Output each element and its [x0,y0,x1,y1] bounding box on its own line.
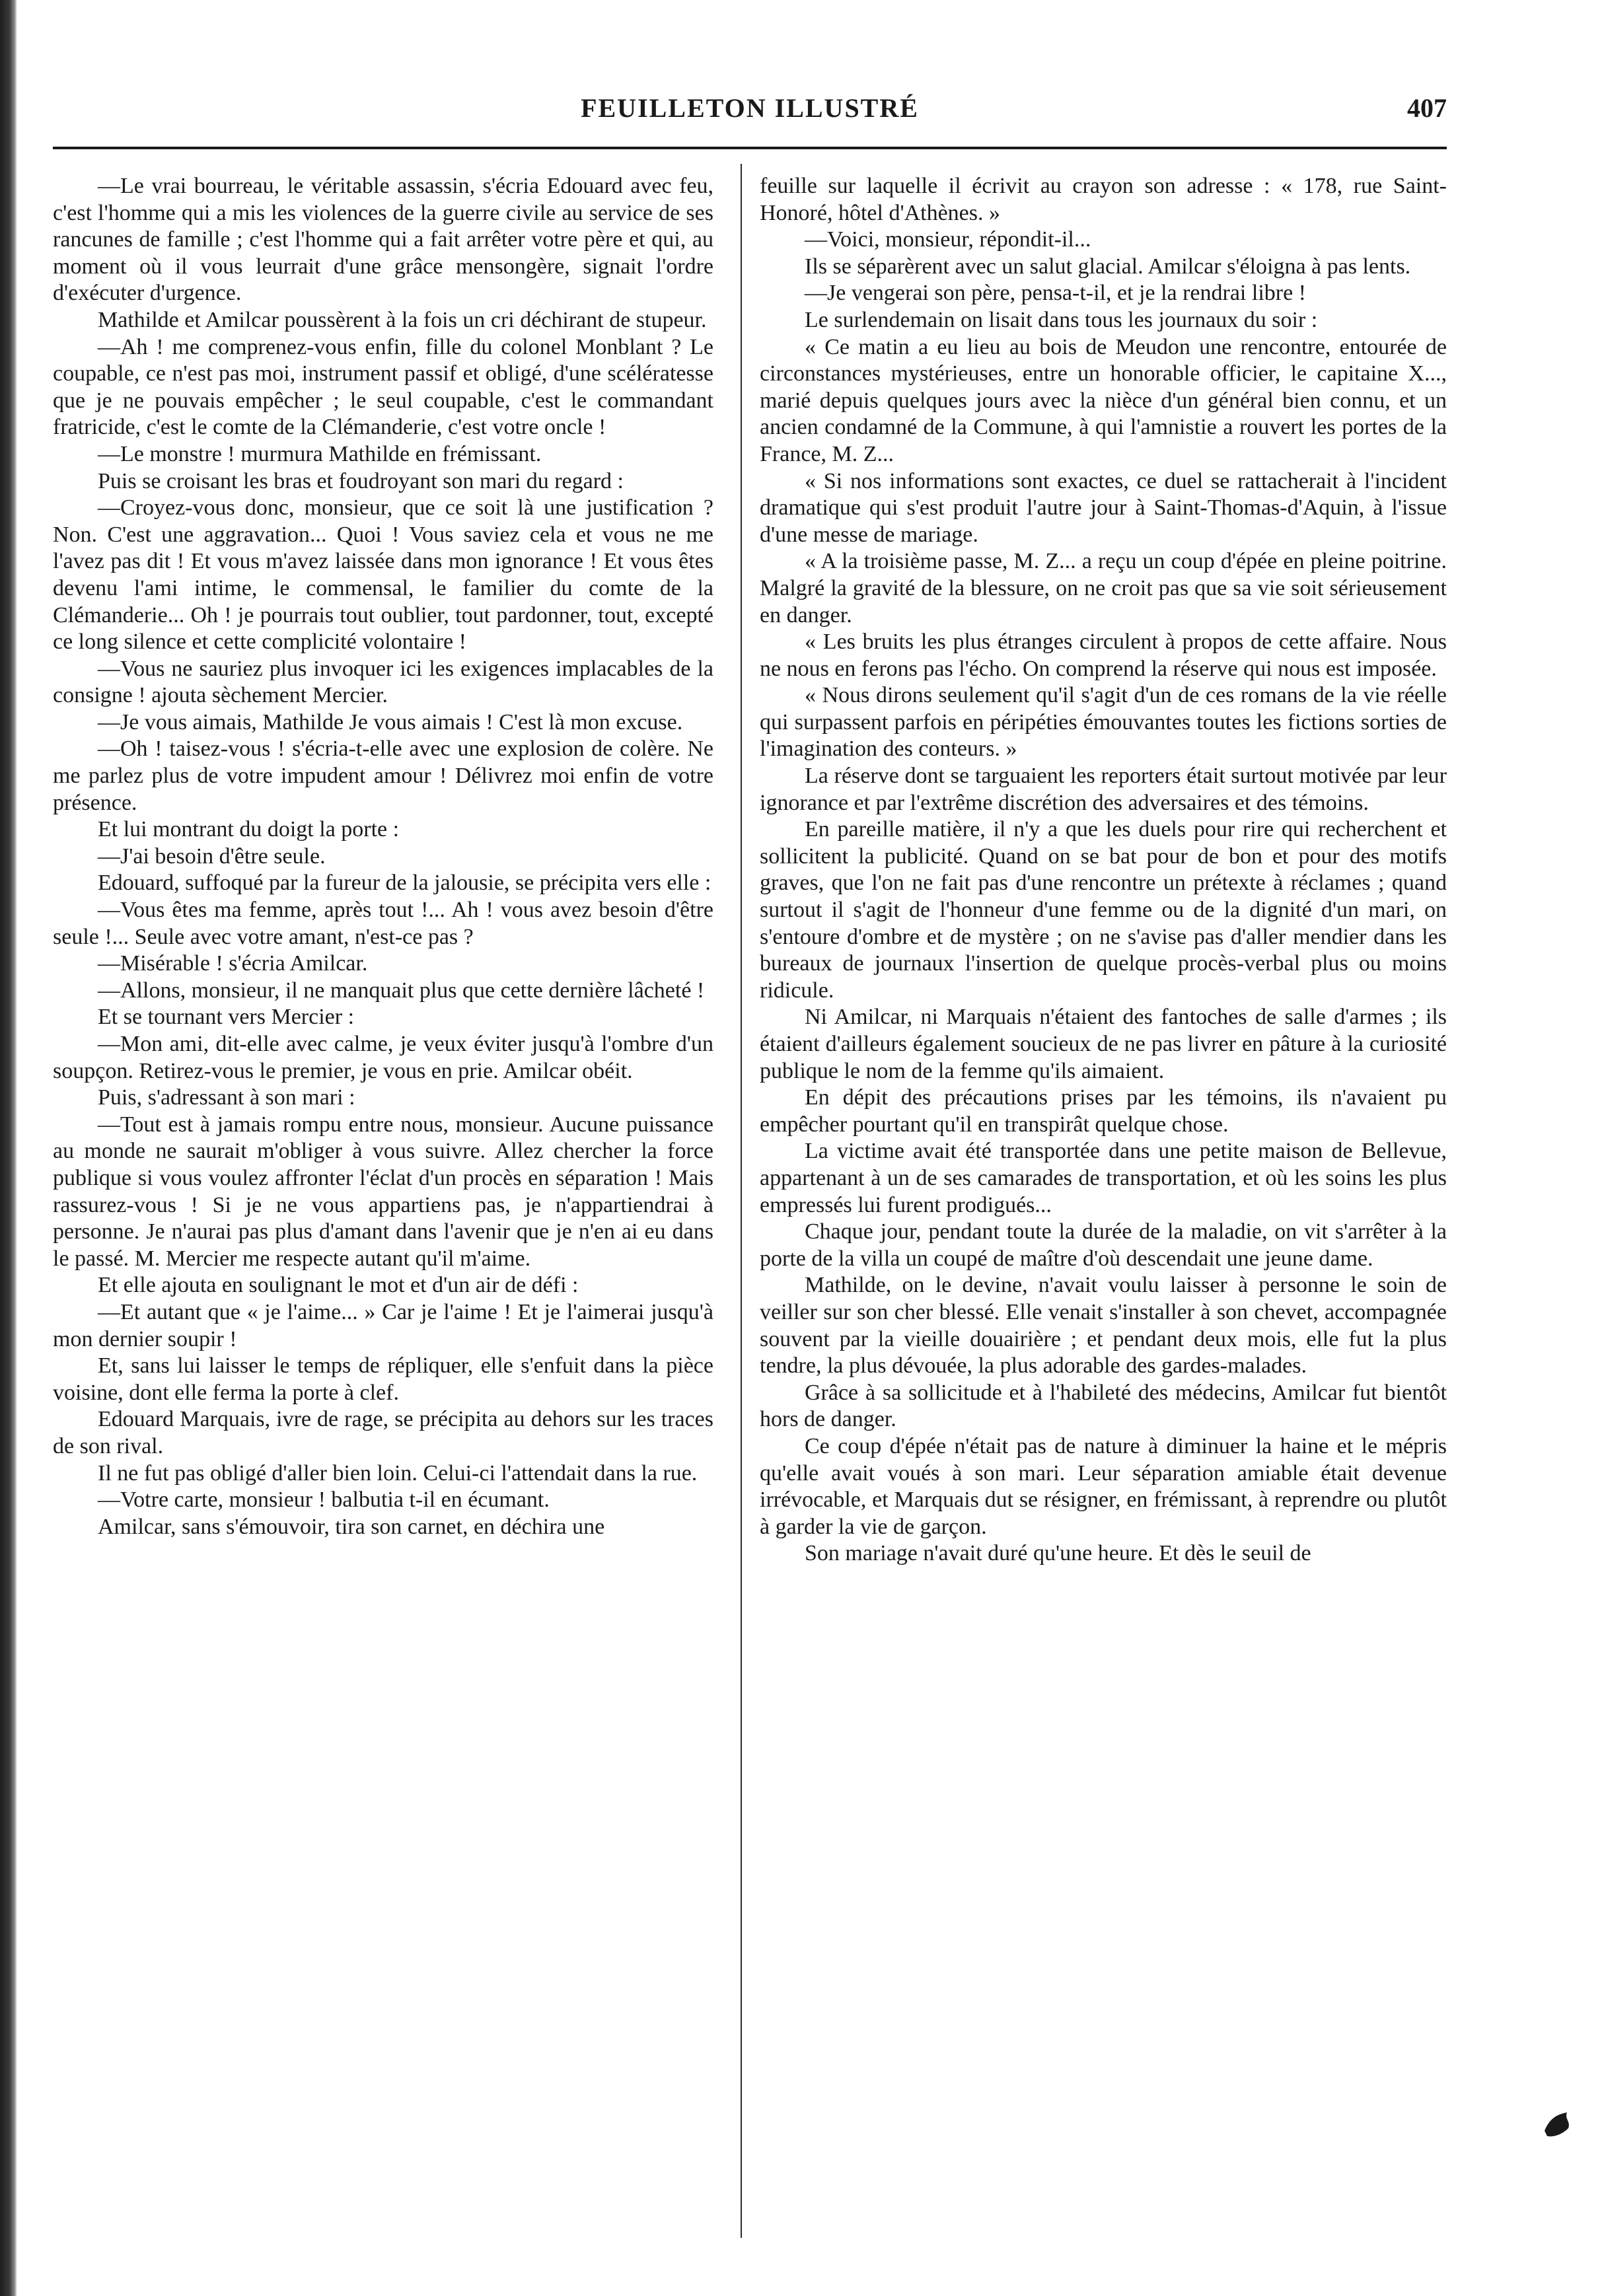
paragraph: —Et autant que « je l'aime... » Car je l'aime ! Et je l'aimerai jusqu'à mon dernier soupir ! [53,1299,713,1351]
paragraph: Et, sans lui laisser le temps de répliquer, elle s'enfuit dans la pièce voisine, dont elle ferma la porte à clef. [53,1353,713,1405]
paragraph: « Nous dirons seulement qu'il s'agit d'un de ces romans de la vie réelle qui surpassent parfois en péripéties émouvantes toutes les fictions sorties de l'imagination des conteurs. » [760,683,1447,762]
paragraph: —Oh ! taisez-vous ! s'écria-t-elle avec une explosion de colère. Ne me parlez plus de votre impudent amour ! Délivrez moi enfin de votre présence. [53,736,713,815]
paragraph: Puis, s'adressant à son mari : [98,1085,355,1110]
paragraph: —Tout est à jamais rompu entre nous, monsieur. Aucune puissance au monde ne saurait m'obliger à vous suivre. Allez chercher la force publique si vous voulez affronter l'éclat d'un procès en séparation ! Mais rassurez-vous ! Si je ne vous appartiens pas, je n'appartiendrai à personne. Je n'aurai pas plus d'amant dans l'avenir que je n'en ai eu dans le passé. M. Mercier me respecte autant qu'il m'aime. [53,1112,713,1271]
paragraph: « Ce matin a eu lieu au bois de Meudon une rencontre, entourée de circonstances mystérieuses, entre un honorable officier, le capitaine X..., marié depuis quelques jours avec la nièce d'un général bien connu, et un ancien condamné de la Commune, à qui l'amnistie a rouvert les portes de la France, M. Z... [760,334,1447,466]
page-header [53,92,1447,145]
paragraph: « A la troisième passe, M. Z... a reçu un coup d'épée en pleine poitrine. Malgré la gravité de la blessure, on ne croit pas que sa vie soit sérieusement en danger. [760,549,1447,628]
paragraph: « Si nos informations sont exactes, ce duel se rattacherait à l'incident dramatique qui s'est produit l'autre jour à Saint-Thomas-d'Aquin, à l'issue d'une messe de mariage. [760,468,1447,547]
paragraph: —Le vrai bourreau, le véritable assassin, s'écria Edouard avec feu, c'est l'homme qui a mis les violences de la guerre civile au service de ses rancunes de famille ; c'est l'homme qui a fait arrêter votre père et qui, au moment où il vous leurrait d'une grâce mensongère, signait l'ordre d'exécuter d'urgence. [53,174,713,306]
paragraph: Grâce à sa sollicitude et à l'habileté des médecins, Amilcar fut bientôt hors de danger. [760,1380,1447,1432]
paragraph: —Je vous aimais, Mathilde Je vous aimais ! C'est là mon excuse. [98,709,683,735]
paragraph: —Croyez-vous donc, monsieur, que ce soit là une justification ? Non. C'est une aggravation... Quoi ! Vous saviez cela et vous ne me l'avez pas dit ! Et vous m'avez laissée dans mon ignorance ! Et vous êtes devenu l'ami intime, le commensal, le familier du comte de la Clémanderie... Oh ! je pourrais tout oublier, tout pardonner, tout, excepté ce long silence et cette complicité volontaire ! [53,495,713,655]
paragraph: Ni Amilcar, ni Marquais n'étaient des fantoches de salle d'armes ; ils étaient d'ailleurs également soucieux de ne pas livrer en pâture à la curiosité publique le nom de la femme qu'ils aimaient. [760,1005,1447,1083]
paragraph: —J'ai besoin d'être seule. [98,843,326,869]
page-number: 407 [1407,93,1447,123]
paragraph: Chaque jour, pendant toute la durée de la maladie, on vit s'arrêter à la porte de la villa un coupé de maître d'où descendait une jeune dame. [760,1219,1447,1271]
paragraph: Le surlendemain on lisait dans tous les journaux du soir : [805,307,1318,332]
paragraph: —Je vengerai son père, pensa-t-il, et je la rendrai libre ! [805,281,1307,306]
paragraph: Son mariage n'avait duré qu'une heure. Et dès le seuil de [805,1541,1311,1566]
paragraph: —Vous ne sauriez plus invoquer ici les exigences implacables de la consigne ! ajouta sèchement Mercier. [53,656,713,708]
paragraph: —Mon ami, dit-elle avec calme, je veux éviter jusqu'à l'ombre d'un soupçon. Retirez-vous le premier, je vous en prie. Amilcar obéit. [53,1032,713,1083]
page-binding-edge [0,0,17,2296]
paragraph: Edouard, suffoqué par la fureur de la jalousie, se précipita vers elle : [98,871,711,896]
paragraph: —Voici, monsieur, répondit-il... [805,227,1091,252]
paragraph: —Allons, monsieur, il ne manquait plus que cette dernière lâcheté ! [98,978,705,1003]
paragraph: Ils se séparèrent avec un salut glacial. Amilcar s'éloigna à pas lents. [805,254,1411,279]
paragraph: « Les bruits les plus étranges circulent à propos de cette affaire. Nous ne nous en ferons pas l'écho. On comprend la réserve qui nous est imposée. [760,629,1447,681]
paragraph: —Le monstre ! murmura Mathilde en frémissant. [98,441,542,466]
paragraph: La réserve dont se targuaient les reporters était surtout motivée par leur ignorance et par l'extrême discrétion des adversaires et des témoins. [760,764,1447,815]
paragraph: —Ah ! me comprenez-vous enfin, fille du colonel Monblant ? Le coupable, ce n'est pas moi, instrument passif et obligé, d'une scélératesse que je ne pouvais empêcher ; le seul coupable, c'est le commandant fratricide, c'est le comte de la Clémanderie, c'est votre oncle ! [53,334,713,440]
paragraph: —Vous êtes ma femme, après tout !... Ah ! vous avez besoin d'être seule !... Seule avec votre amant, n'est-ce pas ? [53,898,713,949]
right-column [760,173,1447,1567]
paragraph: Edouard Marquais, ivre de rage, se précipita au dehors sur les traces de son rival. [53,1407,713,1458]
ink-smudge [1538,2104,1578,2144]
paragraph: La victime avait été transportée dans une petite maison de Bellevue, appartenant à un de ses camarades de transportation, et où les soins les plus empressés lui furent prodigués... [760,1139,1447,1217]
paragraph: Il ne fut pas obligé d'aller bien loin. Celui-ci l'attendait dans la rue. [98,1460,698,1486]
paragraph: Mathilde et Amilcar poussèrent à la fois un cri déchirant de stupeur. [98,307,707,332]
paragraph: Ce coup d'épée n'était pas de nature à diminuer la haine et le mépris qu'elle avait voués à son mari. Leur séparation amiable était devenue irrévocable, et Marquais dut se résigner, en frémissant, à reprendre ou plutôt à garder la vie de garçon. [760,1433,1447,1539]
paragraph: En pareille matière, il n'y a que les duels pour rire qui recherchent et sollicitent la publicité. Quand on se bat pour de bon et pour des motifs graves, que l'on ne fait pas d'une rencontre un prétexte à réclames ; quand surtout il s'agit de l'honneur d'une femme ou de la dignité d'un mari, on s'entoure d'ombre et de mystère ; on ne s'avise pas d'aller mendier dans les bureaux de journaux l'insertion de quelque procès-verbal plus ou moins ridicule. [760,817,1447,1003]
left-column [53,173,713,1540]
paragraph: Et se tournant vers Mercier : [98,1005,355,1030]
running-title: FEUILLETON ILLUSTRÉ [581,93,919,123]
paragraph: Puis se croisant les bras et foudroyant son mari du regard : [98,468,624,493]
paragraph: feuille sur laquelle il écrivit au crayon son adresse : « 178, rue Saint-Honoré, hôtel d'Athènes. » [760,174,1447,225]
paragraph: Amilcar, sans s'émouvoir, tira son carnet, en déchira une [98,1514,605,1539]
paragraph: En dépit des précautions prises par les témoins, ils n'avaient pu empêcher pourtant qu'il en transpirât quelque chose. [760,1085,1447,1137]
paragraph: Et lui montrant du doigt la porte : [98,817,400,842]
paragraph: —Misérable ! s'écria Amilcar. [98,951,368,976]
paragraph: Mathilde, on le devine, n'avait voulu laisser à personne le soin de veiller sur son cher blessé. Elle venait s'installer à son chevet, accompagnée souvent par la vieille douairière ; et pendant deux mois, elle fut la plus tendre, la plus dévouée, la plus adorable des gardes-malades. [760,1273,1447,1379]
paragraph: Et elle ajouta en soulignant le mot et d'un air de défi : [98,1273,579,1298]
header-rule [53,147,1447,149]
paragraph: —Votre carte, monsieur ! balbutia t-il en écumant. [98,1488,550,1513]
column-divider [741,164,742,2238]
